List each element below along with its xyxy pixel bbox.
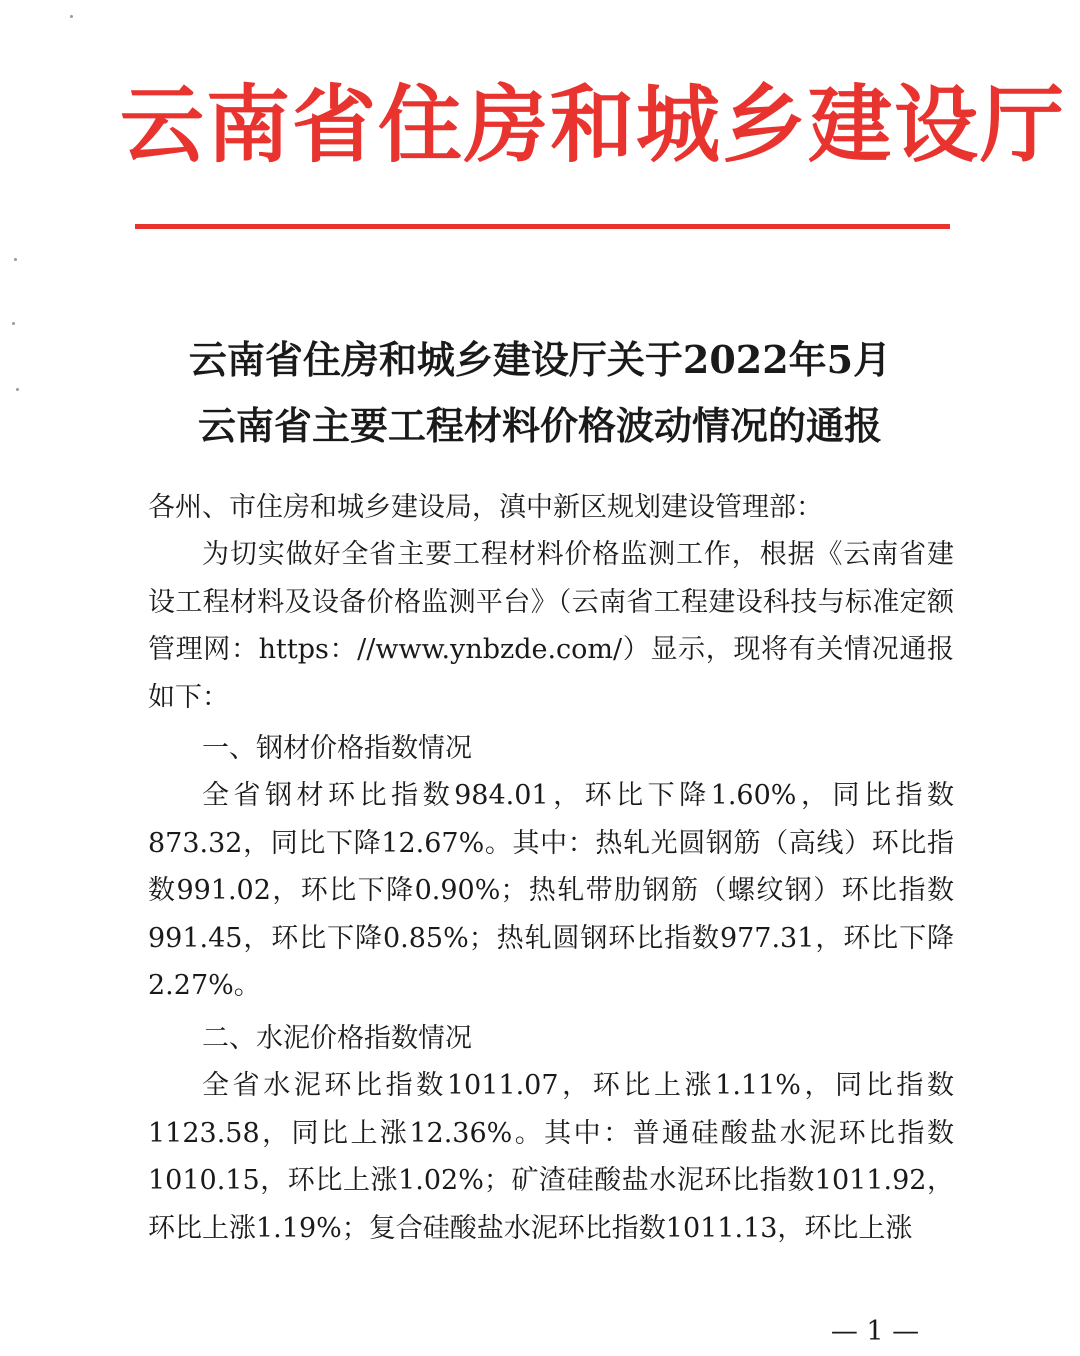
- section-heading-cement: 二、水泥价格指数情况: [202, 1023, 472, 1054]
- scan-speck: [14, 258, 17, 261]
- scan-speck: [70, 15, 73, 18]
- masthead-org-name: 云南省住房和城乡建设厅: [120, 76, 1067, 174]
- section-heading-steel: 一、钢材价格指数情况: [202, 733, 472, 764]
- page-number: — 1 —: [830, 1316, 920, 1347]
- intro-paragraph: 为切实做好全省主要工程材料价格监测工作，根据《云南省建设工程材料及设备价格监测平台》（云南省工程建设科技与标准定额管理网：https：//www.ynbzde.com/）显示，现将有关情况通报如下：: [148, 539, 954, 713]
- document-title-line-2: 云南省主要工程材料价格波动情况的通报: [197, 403, 882, 448]
- scan-speck: [16, 388, 19, 391]
- scan-speck: [12, 322, 15, 325]
- document-title-line-1: 云南省住房和城乡建设厅关于2022年5月: [188, 337, 892, 382]
- steel-paragraph: 全省钢材环比指数984.01，环比下降1.60%，同比指数873.32，同比下降12.67%。其中：热轧光圆钢筋（高线）环比指数991.02，环比下降0.90%；热轧带肋钢筋（螺纹钢）环比指数991.45，环比下降0.85%；热轧圆钢环比指数977.31，环比下降2.27%。: [148, 780, 954, 1001]
- masthead-red-rule: [135, 224, 950, 229]
- cement-paragraph: 全省水泥环比指数1011.07，环比上涨1.11%，同比指数1123.58，同比上涨12.36%。其中：普通硅酸盐水泥环比指数1010.15，环比上涨1.02%；矿渣硅酸盐水泥环比指数1011.92，环比上涨1.19%；复合硅酸盐水泥环比指数1011.13，环比上涨: [148, 1070, 954, 1244]
- addressee-line: 各州、市住房和城乡建设局，滇中新区规划建设管理部：: [148, 492, 823, 523]
